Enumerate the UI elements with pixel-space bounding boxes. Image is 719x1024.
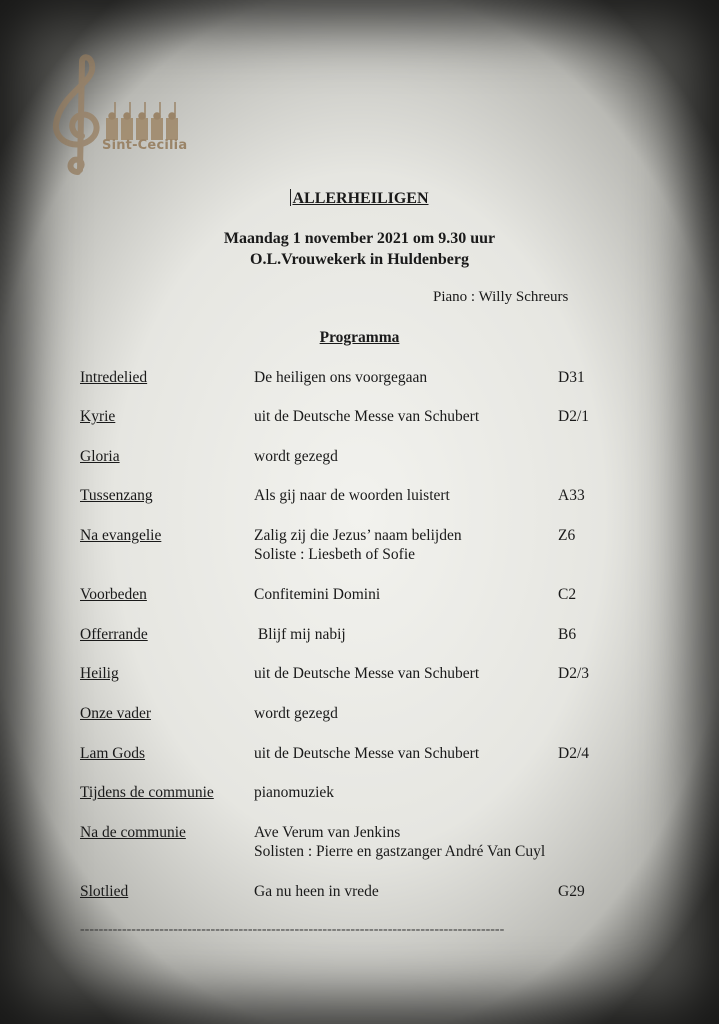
program-label: Offerrande xyxy=(80,626,148,643)
piano-credit: Piano : Willy Schreurs xyxy=(433,289,569,305)
program-label: Gloria xyxy=(80,448,120,465)
treble-clef-organ-icon xyxy=(42,52,192,180)
program-desc xyxy=(254,823,545,861)
program-desc-line1: Zalig zij die Jezus’ naam belijden xyxy=(254,527,462,544)
event-date: Maandag 1 november 2021 om 9.30 uur xyxy=(223,230,496,247)
program-label: Tussenzang xyxy=(80,487,153,504)
program-label: Na evangelie xyxy=(80,527,162,544)
program-label: Intredelied xyxy=(80,369,148,386)
program-desc: wordt gezegd xyxy=(254,705,338,722)
program-desc: uit de Deutsche Messe van Schubert xyxy=(254,408,480,425)
separator-line: ------------------------------------------------------------------------------------------- xyxy=(80,922,505,937)
program-label: Lam Gods xyxy=(80,745,146,762)
program-desc: Als gij naar de woorden luistert xyxy=(254,487,450,504)
program-desc: wordt gezegd xyxy=(254,448,338,465)
program-code: C2 xyxy=(558,586,577,603)
sint-cecilia-logo xyxy=(42,52,192,180)
program-desc: De heiligen ons voorgegaan xyxy=(254,369,428,386)
program-desc-line2: Soliste : Liesbeth of Sofie xyxy=(254,546,416,563)
program-code: D2/3 xyxy=(558,665,589,682)
program-label: Slotlied xyxy=(80,883,129,900)
program-code: A33 xyxy=(558,487,585,504)
program-code: G29 xyxy=(558,883,585,900)
program-code: D31 xyxy=(558,369,585,386)
program-desc: uit de Deutsche Messe van Schubert xyxy=(254,665,480,682)
program-desc: Ga nu heen in vrede xyxy=(254,883,379,900)
program-code: Z6 xyxy=(558,527,576,544)
event-location: O.L.Vrouwekerk in Huldenberg xyxy=(250,251,469,268)
program-desc-line2: Solisten : Pierre en gastzanger André Van Cuyl xyxy=(254,843,546,860)
program-code: B6 xyxy=(558,626,577,643)
program-code: D2/1 xyxy=(558,408,589,425)
program-code: D2/4 xyxy=(558,745,589,762)
program-desc: uit de Deutsche Messe van Schubert xyxy=(254,745,480,762)
program-desc: Blijf mij nabij xyxy=(254,626,346,643)
program-desc: pianomuziek xyxy=(254,784,335,801)
program-desc: Confitemini Domini xyxy=(254,586,381,603)
program-desc-line1: Ave Verum van Jenkins xyxy=(254,824,401,841)
program-label: Onze vader xyxy=(80,705,151,722)
logo-text: Sint-Cecilia xyxy=(102,138,188,153)
title-text: ALLERHEILIGEN xyxy=(292,190,429,207)
program-label: Heilig xyxy=(80,665,119,682)
program-label: Voorbeden xyxy=(80,586,147,603)
program-label: Kyrie xyxy=(80,408,116,425)
program-desc xyxy=(254,526,462,564)
program-label: Tijdens de communie xyxy=(80,784,214,801)
programma-heading: Programma xyxy=(319,329,400,346)
page-title xyxy=(0,189,719,208)
program-label: Na de communie xyxy=(80,824,186,841)
